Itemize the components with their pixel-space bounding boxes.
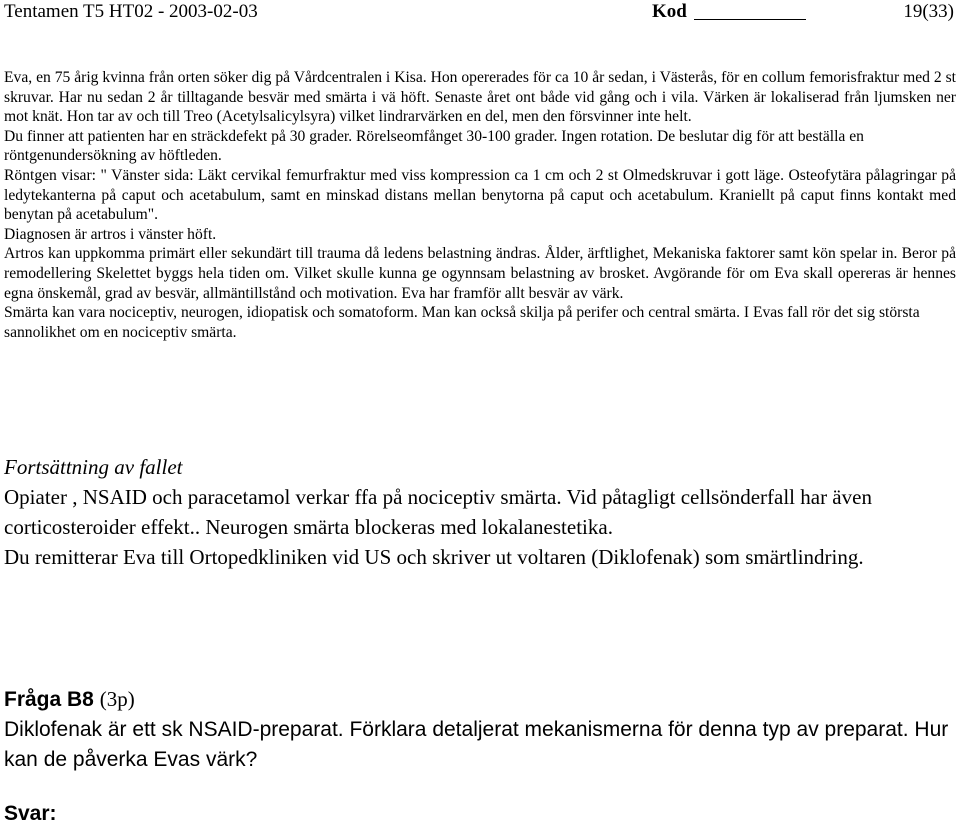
kod-underline — [694, 19, 806, 20]
case-paragraph-xray: Röntgen visar: " Vänster sida: Läkt cervikal femurfraktur med viss kompression ca 1 cm och 2 st Olmedskruvar i gott läge. Osteofytära pålagringar på ledytekanterna på caput och acetabulum, samt en minskad distans mellan benytorna på caput och acetabulum. Kraniellt på caput finns kontakt med benytan på acetabulum". — [4, 166, 956, 224]
page-number: 19(33) — [903, 1, 954, 22]
case-description — [4, 68, 956, 342]
case-paragraph-history: Eva, en 75 årig kvinna från orten söker dig på Vårdcentralen i Kisa. Hon opererades för ca 10 år sedan, i Västerås, för en collum femorisfraktur med 2 st skruvar. Har nu sedan 2 år tilltagande besvär med smärta i vä höft. Senaste året ont både vid gång och i vila. Värken är lokaliserad från ljumsken ner mot knät. Hon tar av och till Treo (Acetylsalicylsyra) vilket lindrarvärken en del, men den försvinner inte helt. — [4, 69, 956, 126]
case-paragraph-exam: Du finner att patienten har en sträckdefekt på 30 grader. Rörelseomfånget 30-100 grader. Ingen rotation. De beslutar dig för att beställa en röntgenundersökning av höftleden. — [4, 127, 864, 165]
answer-label: Svar: — [4, 802, 57, 825]
question-block — [4, 684, 956, 775]
continuation-paragraph-treatment: Opiater , NSAID och paracetamol verkar ffa på nociceptiv smärta. Vid påtagligt cellsönderfall har även corticosteroider effekt.. Neurogen smärta blockeras med lokalanestetika. — [4, 485, 872, 539]
case-continuation — [4, 452, 956, 572]
continuation-heading: Fortsättning av fallet — [4, 455, 183, 479]
question-label: Fråga B8 — [4, 688, 94, 711]
exam-title: Tentamen T5 HT02 - 2003-02-03 — [4, 1, 258, 22]
question-heading — [4, 684, 956, 715]
continuation-paragraph-referral: Du remitterar Eva till Ortopedkliniken vid US och skriver ut voltaren (Diklofenak) som smärtlindring. — [4, 545, 864, 569]
kod-label: Kod — [652, 1, 687, 22]
page-header — [4, 0, 954, 24]
case-paragraph-diagnosis: Diagnosen är artros i vänster höft. — [4, 225, 217, 243]
question-text: Diklofenak är ett sk NSAID-preparat. Förklara detaljerat mekanismerna för denna typ av preparat. Hur kan de påverka Evas värk? — [4, 718, 949, 771]
question-points: (3p) — [99, 687, 135, 711]
case-paragraph-pain: Smärta kan vara nociceptiv, neurogen, idiopatisk och somatoform. Man kan också skilja på perifer och central smärta. I Evas fall rör det sig största sannolikhet om en nociceptiv smärta. — [4, 304, 920, 341]
case-paragraph-artros: Artros kan uppkomma primärt eller sekundärt till trauma då ledens belastning ändras. Ålder, ärftlighet, Mekaniska faktorer samt kön spelar in. Beror på remodellering Skelettet byggs hela tiden om. Vilket skulle kunna ge ogynnsam belastning av brosket. Avgörande för om Eva skall opereras är hennes egna önskemål, grad av besvär, allmäntillstånd och motivation. Eva har framför allt besvär av värk. — [4, 245, 956, 302]
